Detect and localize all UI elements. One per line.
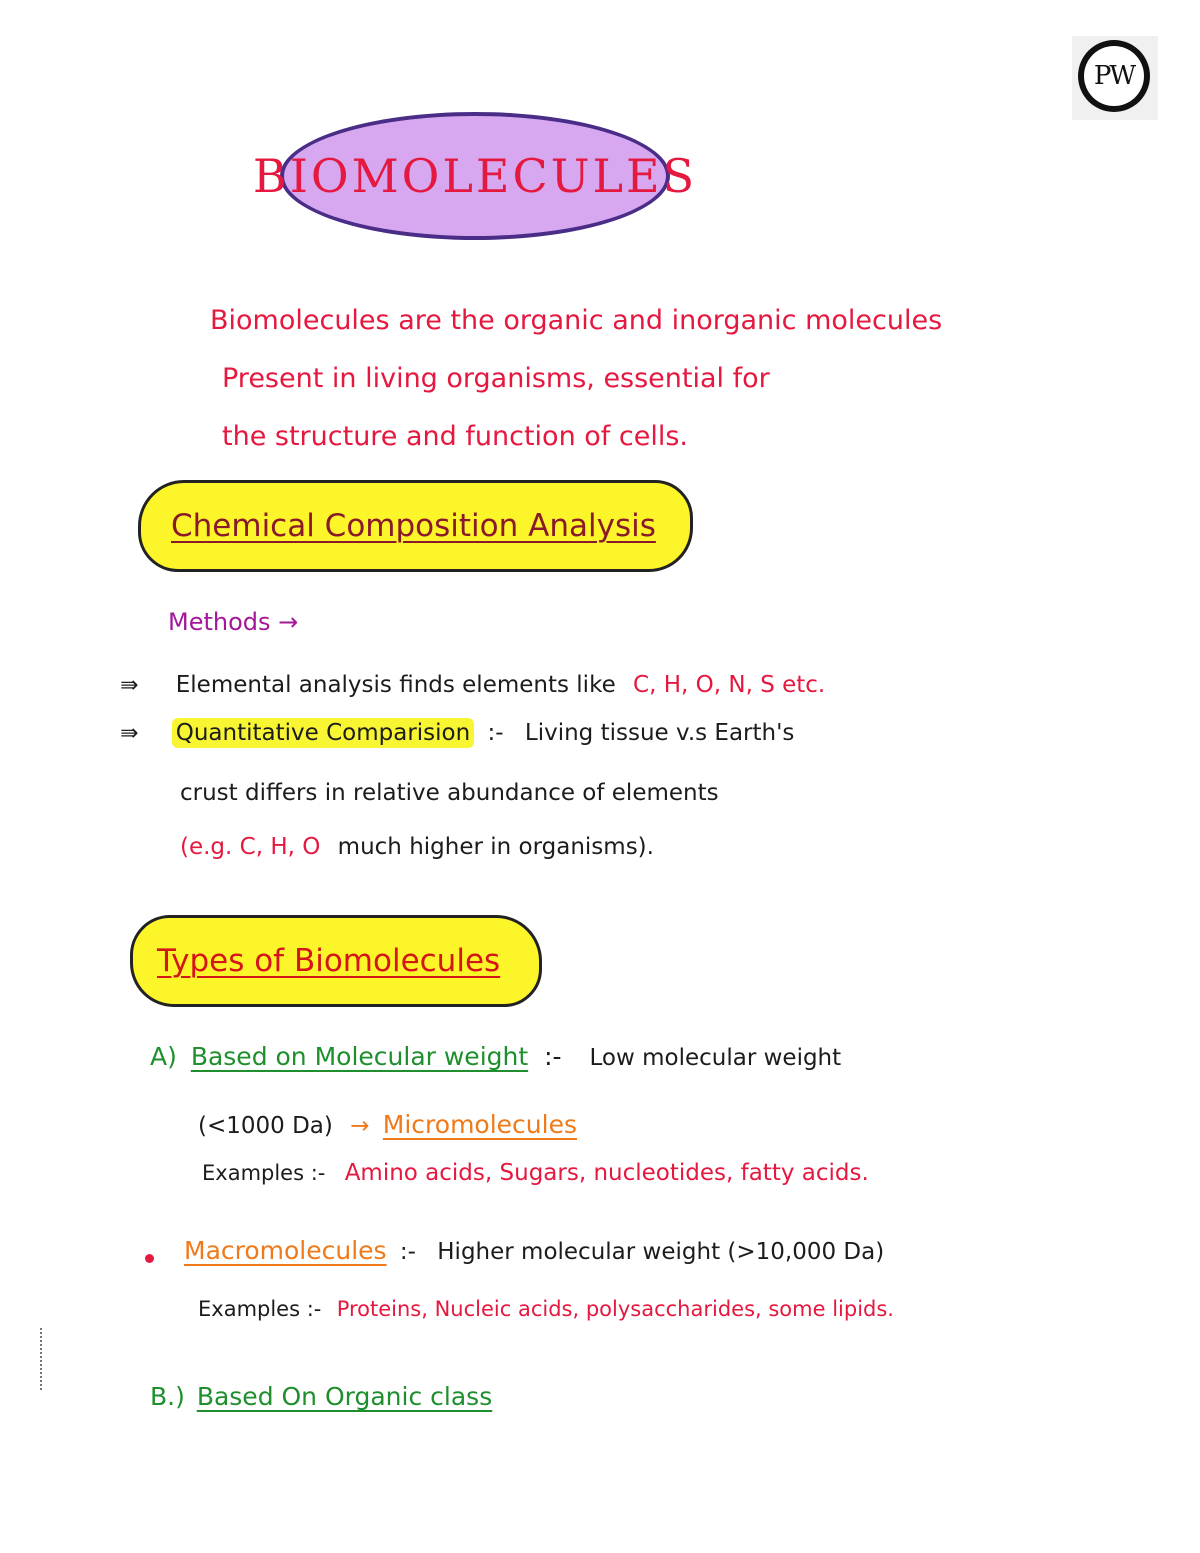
quantitative-highlight: Quantitative Comparision bbox=[172, 718, 474, 748]
subsection-a bbox=[150, 1042, 841, 1071]
elemental-text: Elemental analysis finds elements like bbox=[175, 672, 616, 698]
comparison-text-2: crust differs in relative abundance of elements bbox=[180, 780, 719, 806]
section-heading-text: Chemical Composition Analysis bbox=[171, 508, 656, 544]
section-heading-chemical-composition bbox=[138, 480, 693, 572]
subsection-b-label: B.) bbox=[150, 1382, 185, 1411]
subsection-a-label: A) bbox=[150, 1042, 177, 1071]
comparison-example bbox=[180, 834, 654, 860]
arrow-icon: → bbox=[350, 1113, 370, 1139]
definition-line-2: Present in living organisms, essential for bbox=[222, 363, 770, 394]
separator: :- bbox=[399, 1239, 416, 1265]
examples-list: Proteins, Nucleic acids, polysaccharides, some lipids. bbox=[336, 1297, 894, 1321]
micromolecules-examples bbox=[202, 1160, 869, 1186]
subsection-a-heading: Based on Molecular weight bbox=[190, 1042, 529, 1071]
bullet-dot-icon bbox=[145, 1254, 154, 1263]
double-arrow-icon: ⇛ bbox=[120, 721, 139, 746]
definition-line-3: the structure and function of cells. bbox=[222, 421, 688, 452]
example-elements: (e.g. C, H, O bbox=[180, 834, 321, 860]
pw-logo bbox=[1078, 40, 1150, 112]
method-elemental-analysis bbox=[120, 672, 825, 698]
definition-line-1: Biomolecules are the organic and inorganic molecules bbox=[210, 305, 943, 336]
definition-block bbox=[210, 292, 990, 466]
micromolecules-row bbox=[198, 1110, 577, 1139]
subsection-b-heading: Based On Organic class bbox=[196, 1382, 493, 1411]
margin-marks bbox=[40, 1328, 44, 1390]
weight-range: (<1000 Da) bbox=[198, 1113, 333, 1139]
subsection-a-desc: Low molecular weight bbox=[589, 1045, 842, 1071]
separator: :- bbox=[487, 720, 504, 746]
methods-label: Methods → bbox=[168, 608, 299, 636]
elements-list: C, H, O, N, S etc. bbox=[633, 672, 826, 698]
double-arrow-icon: ⇛ bbox=[120, 673, 139, 698]
macromolecules-examples bbox=[198, 1296, 894, 1322]
examples-list: Amino acids, Sugars, nucleotides, fatty acids. bbox=[344, 1160, 869, 1186]
pw-logo-text: PW bbox=[1084, 46, 1144, 106]
method-quantitative-comparison bbox=[120, 720, 794, 746]
examples-label: Examples :- bbox=[202, 1161, 326, 1185]
examples-label: Examples :- bbox=[198, 1297, 322, 1321]
macromolecules-label: Macromolecules bbox=[184, 1236, 387, 1265]
micromolecules-label: Micromolecules bbox=[382, 1110, 577, 1139]
separator: :- bbox=[544, 1042, 562, 1071]
page-title: BIOMOLECULES bbox=[252, 149, 698, 203]
subsection-b bbox=[150, 1382, 492, 1411]
macromolecules-row bbox=[184, 1236, 884, 1265]
title-oval bbox=[252, 112, 698, 240]
comparison-text-1: Living tissue v.s Earth's bbox=[524, 720, 795, 746]
macromolecules-desc: Higher molecular weight (>10,000 Da) bbox=[437, 1239, 885, 1265]
section-heading-text: Types of Biomolecules bbox=[157, 943, 501, 979]
example-rest: much higher in organisms). bbox=[337, 834, 654, 860]
section-heading-types-of-biomolecules bbox=[130, 915, 542, 1007]
